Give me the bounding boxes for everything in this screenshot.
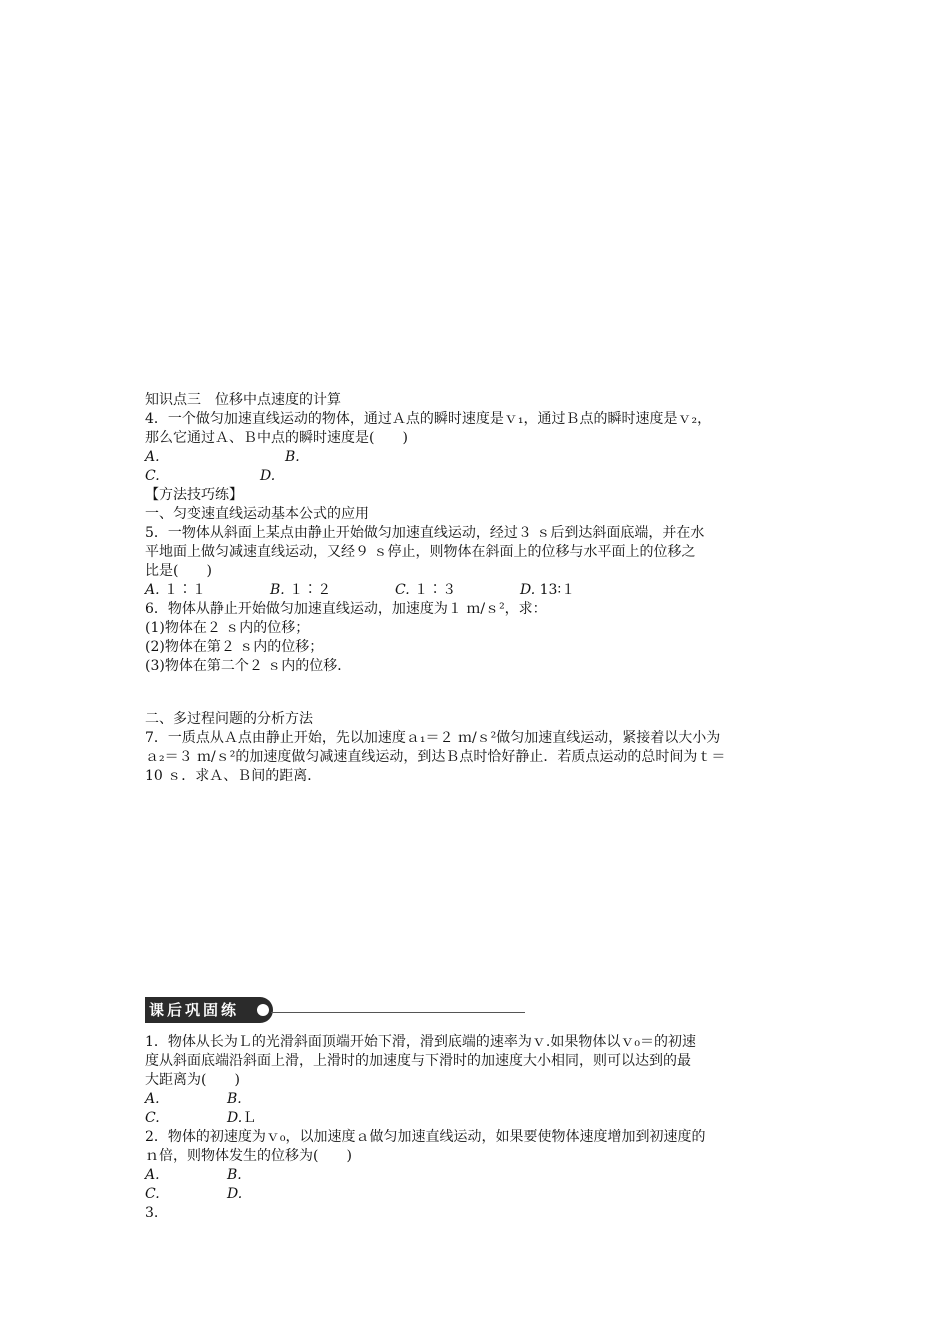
- hw-q1-text: 度从斜面底端沿斜面上滑，上滑时的加速度与下滑时的加速度大小相同，则可以达到的最: [145, 1053, 691, 1069]
- method-header: 【方法技巧练】: [145, 487, 243, 503]
- subsection-title: 一、匀变速直线运动基本公式的应用: [145, 506, 369, 522]
- option-b: B.: [285, 449, 300, 465]
- q7-text: 10 ｓ．求Ａ、Ｂ间的距离．: [145, 768, 322, 784]
- q4-text: 4．一个做匀加速直线运动的物体，通过Ａ点的瞬时速度是ｖ₁，通过Ｂ点的瞬时速度是ｖ₂，: [145, 411, 712, 427]
- spacer: [145, 676, 815, 710]
- hw-q1-options: [145, 1090, 815, 1109]
- q6-part: (3)物体在第二个２ ｓ内的位移．: [145, 658, 352, 674]
- option-d: [520, 581, 575, 600]
- option-label: A.: [145, 582, 160, 598]
- q5-options: [145, 581, 815, 600]
- hw-q3-text: 3.: [145, 1205, 159, 1221]
- section-title: 知识点三 位移中点速度的计算: [145, 392, 341, 408]
- q7-text: 7．一质点从Ａ点由静止开始，先以加速度ａ₁＝２ ｍ/ｓ²做匀加速直线运动，紧接着以大小为: [145, 730, 721, 746]
- hw-q2-options: [145, 1166, 815, 1185]
- option-c: C.: [145, 1186, 160, 1202]
- option-value: １∶３: [414, 582, 457, 598]
- option-a: [145, 581, 270, 600]
- hw-q2-text: 2．物体的初速度为ｖ₀，以加速度ａ做匀加速直线运动，如果要使物体速度增加到初速度的: [145, 1129, 706, 1145]
- option-c: C.: [145, 1110, 160, 1126]
- option-a: A.: [145, 1091, 160, 1107]
- q7-text: ａ₂＝３ ｍ/ｓ²的加速度做匀减速直线运动，到达Ｂ点时恰好静止．若质点运动的总时间为ｔ＝: [145, 749, 726, 765]
- option-b: B.: [227, 1091, 242, 1107]
- option-b: B.: [227, 1167, 242, 1183]
- option-d-value: Ｌ: [242, 1110, 257, 1126]
- option-label: C.: [395, 582, 410, 598]
- hw-q1-text: 大距离为( ): [145, 1072, 240, 1088]
- q4-options: [145, 467, 815, 486]
- q5-text: 比是( ): [145, 563, 212, 579]
- homework-banner: [145, 997, 525, 1023]
- q6-text: 6．物体从静止开始做匀加速直线运动，加速度为１ ｍ/ｓ²，求：: [145, 601, 547, 617]
- option-d: D.: [227, 1110, 243, 1126]
- main-content: [145, 391, 815, 786]
- option-a: A.: [145, 449, 160, 465]
- hw-q1-options: [145, 1109, 815, 1128]
- option-b: [270, 581, 395, 600]
- option-c: C.: [145, 468, 160, 484]
- option-a: A.: [145, 1167, 160, 1183]
- option-d: D.: [260, 468, 276, 484]
- option-value: 13∶１: [539, 582, 576, 598]
- q4-options: [145, 448, 815, 467]
- homework-content: [145, 1033, 815, 1223]
- option-value: １∶１: [164, 582, 207, 598]
- hw-q2-text: ｎ倍，则物体发生的位移为( ): [145, 1148, 352, 1164]
- divider: [271, 1012, 525, 1013]
- option-value: １∶２: [289, 582, 332, 598]
- banner-label: 课后巩固练: [145, 997, 273, 1023]
- circle-icon: [257, 1004, 269, 1016]
- q5-text: 5．一物体从斜面上某点由静止开始做匀加速直线运动，经过３ ｓ后到达斜面底端，并在水: [145, 525, 705, 541]
- option-d: D.: [227, 1186, 243, 1202]
- hw-q1-text: 1．物体从长为Ｌ的光滑斜面顶端开始下滑，滑到底端的速率为ｖ.如果物体以ｖ₀＝的初速: [145, 1034, 696, 1050]
- hw-q2-options: [145, 1185, 815, 1204]
- q6-part: (2)物体在第２ ｓ内的位移；: [145, 639, 324, 655]
- option-label: B.: [270, 582, 285, 598]
- q6-part: (1)物体在２ ｓ内的位移；: [145, 620, 310, 636]
- subsection-title: 二、多过程问题的分析方法: [145, 711, 313, 727]
- option-c: [395, 581, 520, 600]
- q4-text: 那么它通过Ａ、Ｂ中点的瞬时速度是( ): [145, 430, 408, 446]
- option-label: D.: [520, 582, 536, 598]
- q5-text: 平地面上做匀减速直线运动，又经９ ｓ停止，则物体在斜面上的位移与水平面上的位移之: [145, 544, 696, 560]
